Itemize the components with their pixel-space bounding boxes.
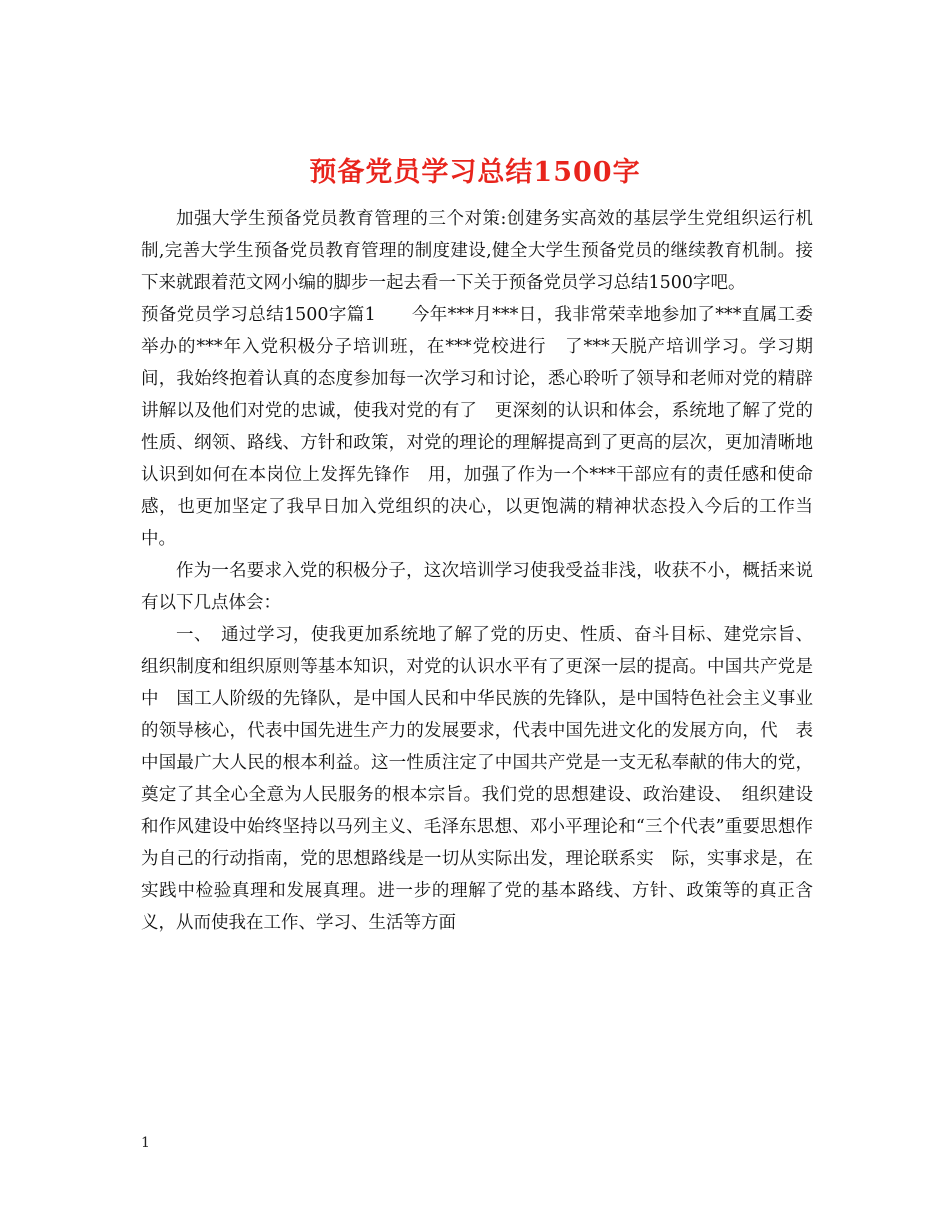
document-body	[141, 203, 813, 939]
article-paragraph: 预备党员学习总结1500字篇1 今年***月***日，我非常荣幸地参加了***直属工委举办的***年入党积极分子培训班，在***党校进行 了***天脱产培训学习。学习期间，我始终抱着认真的态度参加每一次学习和讨论，悉心聆听了领导和老师对党的精辟讲解以及他们对党的忠诚，使我对党的有了 更深刻的认识和体会，系统地了解了党的性质、纲领、路线、方针和政策，对党的理论的理解提高到了更高的层次，更加清晰地认识到如何在本岗位上发挥先锋作 用，加强了作为一个***干部应有的责任感和使命感，也更加坚定了我早日加入党组织的决心，以更饱满的精神状态投入今后的工作当中。	[141, 305, 813, 549]
summary-paragraph: 作为一名要求入党的积极分子，这次培训学习使我受益非浅，收获不小，概括来说有以下几点体会：	[141, 561, 813, 613]
document-title: 预备党员学习总结1500字	[309, 157, 641, 189]
point-one-paragraph: 一、 通过学习，使我更加系统地了解了党的历史、性质、奋斗目标、建党宗旨、组织制度和组织原则等基本知识，对党的认识水平有了更深一层的提高。中国共产党是中 国工人阶级的先锋队，是中国人民和中华民族的先锋队，是中国特色社会主义事业的领导核心，代表中国先进生产力的发展要求，代表中国先进文化的发展方向，代 表中国最广大人民的根本利益。这一性质注定了中国共产党是一支无私奉献的伟大的党，奠定了其全心全意为人民服务的根本宗旨。我们党的思想建设、政治建设、 组织建设和作风建设中始终坚持以马列主义、毛泽东思想、邓小平理论和“三个代表”重要思想作为自己的行动指南，党的思想路线是一切从实际出发，理论联系实 际，实事求是，在实践中检验真理和发展真理。进一步的理解了党的基本路线、方针、政策等的真正含义，从而使我在工作、学习、生活等方面	[141, 625, 813, 933]
page-number: 1	[141, 1135, 150, 1151]
intro-paragraph: 加强大学生预备党员教育管理的三个对策:创建务实高效的基层学生党组织运行机制,完善大学生预备党员教育管理的制度建设,健全大学生预备党员的继续教育机制。接下来就跟着范文网小编的脚步一起去看一下关于预备党员学习总结1500字吧。	[141, 209, 813, 293]
